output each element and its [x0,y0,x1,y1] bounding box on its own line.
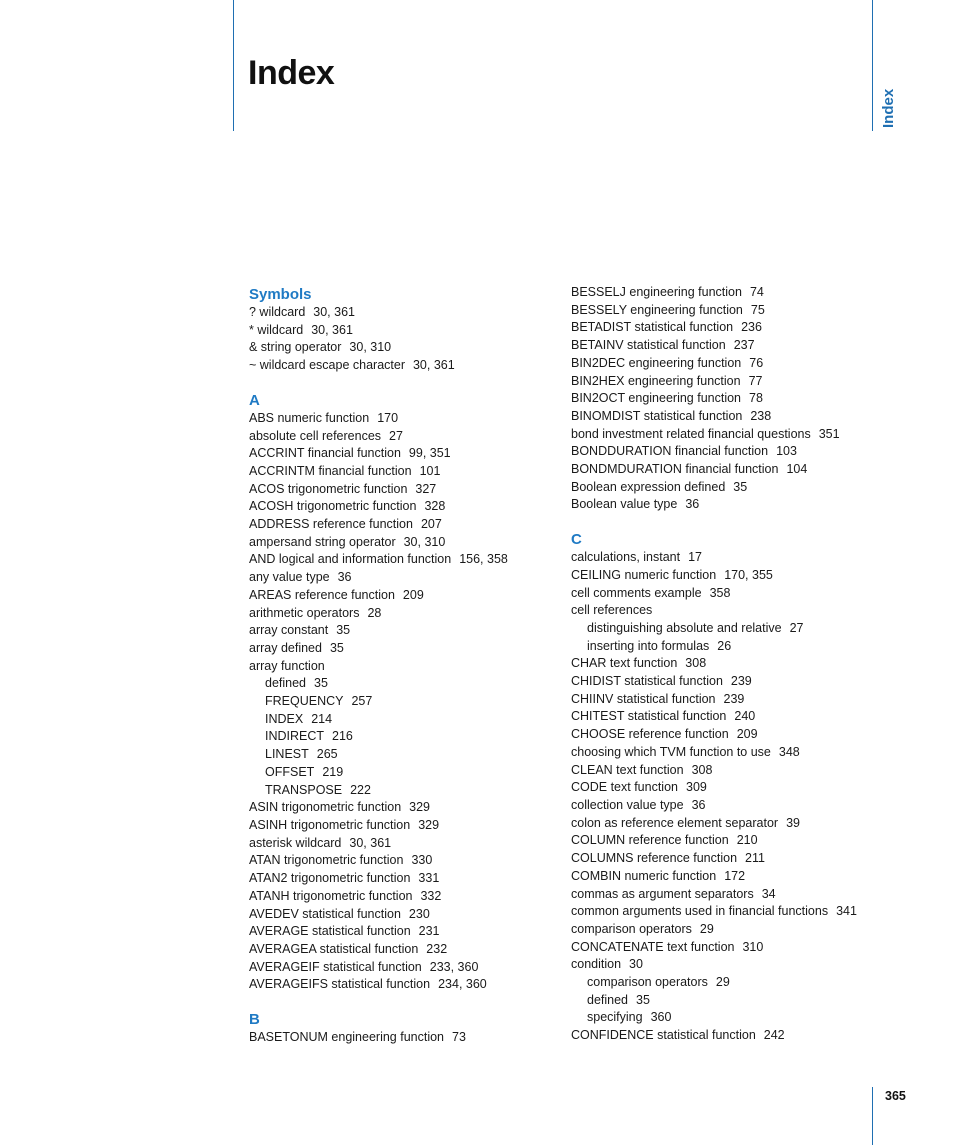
entry-term: * wildcard [249,322,304,337]
entry-pages: 156, 358 [459,552,508,567]
entry-term: BIN2OCT engineering function [571,391,742,406]
entry-pages: 35 [314,676,328,691]
entry-term: absolute cell references [249,428,382,443]
entry-pages: 26 [717,638,732,653]
index-entry [571,461,871,479]
index-subentry [249,746,549,764]
index-entry [571,956,871,974]
entry-term: colon as reference element separator [571,815,779,830]
entry-pages: 36 [691,797,706,812]
entry-term: AREAS reference function [249,587,395,602]
entry-pages: 329 [418,817,440,832]
entry-pages: 36 [337,570,352,585]
entry-term: distinguishing absolute and relative [587,620,782,635]
index-entry [249,622,549,640]
entry-term: collection value type [571,797,684,812]
index-entry [571,373,871,391]
entry-term: BETADIST statistical function [571,320,734,335]
index-entry [249,835,549,853]
index-entry [249,799,549,817]
entry-pages: 308 [685,656,707,671]
index-section [249,392,549,994]
entry-term: Boolean expression defined [571,479,726,494]
index-entry [571,815,871,833]
entry-pages: 351 [818,426,840,441]
entry-pages: 30, 310 [349,340,392,355]
entry-term: inserting into formulas [587,638,710,653]
entry-pages: 309 [686,780,707,795]
entry-pages: 30, 361 [313,305,355,319]
entry-term: AND logical and information function [249,552,452,567]
entry-pages: 30 [629,957,643,972]
index-entry [249,640,549,658]
entry-pages: 237 [733,338,755,353]
section-heading: B [249,1011,260,1029]
entry-pages: 209 [736,727,758,742]
index-entry [249,587,549,605]
entry-pages: 101 [419,463,441,478]
entry-term: ASINH trigonometric function [249,817,411,832]
entry-term: CHIDIST statistical function [571,674,723,689]
entry-pages: 328 [424,499,446,514]
entry-pages: 232 [426,941,448,956]
entry-pages: 332 [420,888,442,903]
entry-pages: 76 [749,355,764,370]
entry-term: CHOOSE reference function [571,727,729,742]
entry-pages: 29 [715,975,730,990]
entry-pages: 239 [730,674,752,689]
entry-term: choosing which TVM function to use [571,744,771,759]
entry-term: BESSELY engineering function [571,302,743,317]
entry-pages: 35 [636,992,650,1007]
entry-term: ABS numeric function [249,410,370,425]
index-subentry [249,728,549,746]
index-entry [571,655,871,673]
entry-term: AVERAGEIFS statistical function [249,977,431,992]
entry-term: cell references [571,603,653,618]
entry-pages: 348 [778,744,800,759]
entry-term: comparison operators [587,975,708,990]
side-tab-label: Index [880,88,897,128]
entry-pages: 207 [420,517,442,532]
index-entry [571,691,871,709]
entry-pages: 39 [786,815,800,830]
entry-pages: 99, 351 [408,446,451,461]
entry-term: bond investment related financial questions [571,426,811,441]
entry-pages: 216 [332,729,353,744]
entry-term: BASETONUM engineering function [249,1030,445,1045]
entry-term: ~ wildcard escape character [249,358,405,373]
entry-pages: 230 [408,906,430,921]
entry-term: specifying [587,1010,643,1025]
index-entry [249,658,549,676]
entry-term: ACCRINT financial function [249,446,401,461]
entry-pages: 214 [311,711,333,726]
index-entry [249,852,549,870]
index-subentry [571,992,871,1010]
entry-pages: 236 [741,320,762,335]
index-entry [571,319,871,337]
index-entry [571,868,871,886]
entry-pages: 257 [351,694,373,709]
entry-term: BETAINV statistical function [571,338,726,353]
index-entry [249,445,549,463]
index-entry [571,886,871,904]
entry-term: COMBIN numeric function [571,868,717,883]
index-entry [571,443,871,461]
index-entry [249,888,549,906]
index-entry [571,850,871,868]
index-subentry [571,974,871,992]
entry-pages: 211 [745,851,765,866]
right-rule-bottom [872,1087,873,1145]
page-number: 365 [885,1089,906,1103]
index-column-right [571,284,871,1045]
entry-term: ASIN trigonometric function [249,800,402,815]
entry-term: BONDDURATION financial function [571,444,769,459]
entry-pages: 341 [836,904,857,919]
entry-term: AVEDEV statistical function [249,906,401,921]
entry-pages: 30, 310 [403,534,446,549]
entry-term: CODE text function [571,780,678,795]
entry-pages: 209 [402,587,424,602]
page-title: Index [248,54,335,92]
entry-term: CHITEST statistical function [571,709,727,724]
entry-term: condition [571,957,622,972]
entry-term: TRANSPOSE [265,782,343,797]
entry-term: AVERAGE statistical function [249,924,411,939]
index-entry [571,939,871,957]
index-section [571,531,871,1045]
entry-pages: 172 [724,868,746,883]
index-entry [249,959,549,977]
index-entry [249,551,549,569]
entry-pages: 234, 360 [438,977,487,992]
index-entry [249,976,549,994]
index-subentry [249,764,549,782]
entry-term: common arguments used in financial functions [571,904,829,919]
index-entry [249,516,549,534]
index-entry [571,797,871,815]
entry-pages: 242 [763,1028,785,1043]
entry-pages: 170 [377,410,399,425]
index-entry [571,921,871,939]
entry-term: CONCATENATE text function [571,939,735,954]
entry-pages: 29 [699,921,714,936]
index-section [571,284,871,514]
left-rule [233,0,234,131]
index-entry [249,498,549,516]
index-subentry [249,675,549,693]
entry-term: AVERAGEA statistical function [249,941,419,956]
entry-term: AVERAGEIF statistical function [249,959,422,974]
index-entry [249,941,549,959]
entry-pages: 35 [733,479,748,494]
entry-pages: 330 [411,853,433,868]
entry-term: arithmetic operators [249,605,360,620]
index-entry [571,479,871,497]
index-entry [571,762,871,780]
entry-term: BESSELJ engineering function [571,285,742,299]
index-entry [249,870,549,888]
index-entry [571,726,871,744]
entry-pages: 104 [786,462,808,477]
index-entry [571,302,871,320]
entry-pages: 35 [336,623,351,638]
index-entry [249,357,549,375]
right-rule-top [872,0,873,131]
entry-term: any value type [249,570,330,585]
entry-term: LINEST [265,747,309,762]
entry-term: CHIINV statistical function [571,691,716,706]
entry-term: defined [265,676,307,691]
section-heading: A [249,391,260,409]
index-entry [249,339,549,357]
entry-term: asterisk wildcard [249,835,342,850]
index-subentry [249,711,549,729]
entry-pages: 231 [418,924,440,939]
entry-term: CONFIDENCE statistical function [571,1028,756,1043]
index-entry [249,463,549,481]
index-entry [571,708,871,726]
entry-term: array defined [249,640,322,655]
entry-term: COLUMN reference function [571,833,729,848]
entry-pages: 27 [789,620,804,635]
entry-pages: 34 [761,886,776,901]
index-subentry [571,620,871,638]
entry-pages: 308 [691,762,713,777]
entry-term: BIN2HEX engineering function [571,373,741,388]
index-entry [249,410,549,428]
index-section [249,286,549,375]
entry-term: BINOMDIST statistical function [571,408,743,423]
entry-term: BIN2DEC engineering function [571,355,742,370]
entry-term: BONDMDURATION financial function [571,462,779,477]
index-entry [249,906,549,924]
index-entry [571,390,871,408]
entry-pages: 329 [409,800,431,815]
index-entry [249,534,549,552]
entry-term: commas as argument separators [571,886,754,901]
entry-pages: 310 [742,939,764,954]
entry-pages: 327 [415,481,437,496]
entry-pages: 233, 360 [429,959,479,974]
entry-pages: 74 [749,285,764,299]
index-entry [249,322,549,340]
entry-term: array constant [249,623,329,638]
index-entry [249,923,549,941]
index-entry [571,779,871,797]
entry-pages: 30, 361 [412,358,455,373]
entry-term: calculations, instant [571,550,681,565]
section-heading: Symbols [249,286,312,303]
entry-term: defined [587,992,629,1007]
entry-pages: 27 [389,428,403,443]
entry-pages: 360 [650,1010,672,1025]
entry-term: ATAN2 trigonometric function [249,871,411,886]
index-subentry [571,638,871,656]
entry-term: OFFSET [265,764,315,779]
entry-term: ADDRESS reference function [249,517,413,532]
entry-pages: 265 [316,747,338,762]
entry-pages: 75 [750,302,765,317]
index-entry [249,817,549,835]
entry-term: FREQUENCY [265,694,344,709]
index-entry [571,585,871,603]
entry-term: cell comments example [571,585,702,600]
index-entry [571,567,871,585]
index-entry [249,428,549,446]
entry-pages: 222 [350,782,371,797]
index-entry [571,602,871,620]
index-section [249,1011,549,1047]
index-entry [571,337,871,355]
index-subentry [249,782,549,800]
index-entry [249,605,549,623]
index-entry [571,832,871,850]
entry-term: INDEX [265,711,304,726]
section-heading: C [571,531,582,549]
entry-term: INDIRECT [265,729,325,744]
entry-term: CHAR text function [571,656,678,671]
entry-term: ? wildcard [249,305,306,319]
entry-term: ACOSH trigonometric function [249,499,417,514]
entry-pages: 77 [748,373,763,388]
index-entry [571,549,871,567]
entry-pages: 30, 361 [349,835,392,850]
index-column-left [249,286,549,1047]
entry-pages: 35 [329,640,344,655]
entry-pages: 103 [776,444,797,459]
index-entry [249,481,549,499]
entry-term: CEILING numeric function [571,567,717,582]
entry-pages: 210 [736,833,758,848]
entry-pages: 17 [688,550,702,565]
entry-pages: 36 [685,497,700,512]
entry-pages: 30, 361 [311,322,353,337]
entry-pages: 239 [723,691,745,706]
entry-pages: 28 [367,605,382,620]
entry-pages: 238 [750,408,772,423]
entry-term: ACOS trigonometric function [249,481,408,496]
entry-term: ACCRINTM financial function [249,463,412,478]
index-entry [571,408,871,426]
index-entry [571,426,871,444]
index-subentry [571,1009,871,1027]
index-entry [571,744,871,762]
entry-term: array function [249,658,325,673]
index-entry [249,569,549,587]
index-entry [249,1029,549,1047]
entry-term: ampersand string operator [249,534,396,549]
index-entry [571,903,871,921]
index-entry [571,1027,871,1045]
index-entry [571,673,871,691]
index-entry [571,355,871,373]
entry-term: ATANH trigonometric function [249,888,413,903]
entry-pages: 78 [749,391,763,406]
index-subentry [249,693,549,711]
entry-term: comparison operators [571,921,692,936]
index-entry [571,496,871,514]
side-tab [880,86,900,128]
index-entry [249,304,549,322]
entry-term: Boolean value type [571,497,678,512]
entry-term: COLUMNS reference function [571,851,738,866]
entry-term: ATAN trigonometric function [249,853,404,868]
index-entry [571,284,871,302]
entry-pages: 358 [709,585,731,600]
entry-pages: 170, 355 [724,567,773,582]
entry-pages: 219 [322,764,344,779]
entry-pages: 73 [452,1030,466,1045]
entry-term: CLEAN text function [571,762,684,777]
entry-term: & string operator [249,340,342,355]
entry-pages: 331 [418,871,440,886]
entry-pages: 240 [734,709,756,724]
